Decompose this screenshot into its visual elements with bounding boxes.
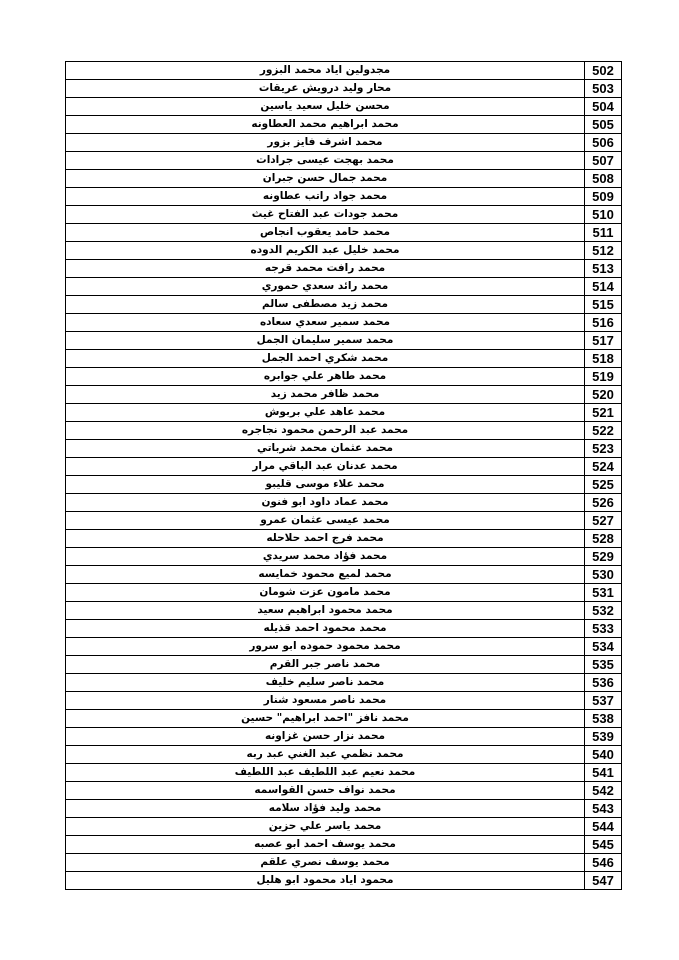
table-row [66, 440, 622, 458]
student-name-cell: محمد ابراهيم محمد العطاونه [66, 116, 585, 134]
table-row [66, 548, 622, 566]
names-table-container [65, 61, 621, 890]
serial-number-cell: 528 [585, 530, 622, 548]
table-row [66, 260, 622, 278]
serial-number-cell: 535 [585, 656, 622, 674]
serial-number-cell: 527 [585, 512, 622, 530]
table-row [66, 152, 622, 170]
student-name-cell: محسن خليل سعيد ياسين [66, 98, 585, 116]
student-name-cell: محمد فؤاد محمد سريدي [66, 548, 585, 566]
serial-number-cell: 503 [585, 80, 622, 98]
table-row [66, 872, 622, 890]
serial-number-cell: 536 [585, 674, 622, 692]
table-row [66, 80, 622, 98]
serial-number-cell: 519 [585, 368, 622, 386]
serial-number-cell: 542 [585, 782, 622, 800]
serial-number-cell: 515 [585, 296, 622, 314]
table-row [66, 512, 622, 530]
table-row [66, 314, 622, 332]
table-row [66, 566, 622, 584]
serial-number-cell: 544 [585, 818, 622, 836]
student-name-cell: محمد يوسف احمد ابو عصبه [66, 836, 585, 854]
table-row [66, 620, 622, 638]
table-row [66, 746, 622, 764]
table-row [66, 386, 622, 404]
table-row [66, 476, 622, 494]
student-name-cell: محمد ظافر محمد زيد [66, 386, 585, 404]
table-row [66, 836, 622, 854]
serial-number-cell: 502 [585, 62, 622, 80]
table-row [66, 782, 622, 800]
serial-number-cell: 510 [585, 206, 622, 224]
table-row [66, 854, 622, 872]
serial-number-cell: 539 [585, 728, 622, 746]
serial-number-cell: 533 [585, 620, 622, 638]
table-row [66, 710, 622, 728]
serial-number-cell: 514 [585, 278, 622, 296]
table-row [66, 800, 622, 818]
table-row [66, 584, 622, 602]
student-name-cell: محمد محمود احمد قذيله [66, 620, 585, 638]
student-name-cell: محمد يوسف نصري علقم [66, 854, 585, 872]
student-name-cell: محمد عيسى عثمان عمرو [66, 512, 585, 530]
table-row [66, 692, 622, 710]
table-row [66, 422, 622, 440]
serial-number-cell: 509 [585, 188, 622, 206]
names-table [65, 61, 622, 890]
student-name-cell: محمد حامد يعقوب انجاص [66, 224, 585, 242]
serial-number-cell: 534 [585, 638, 622, 656]
student-name-cell: محمد نافز "احمد ابراهيم" حسين [66, 710, 585, 728]
serial-number-cell: 538 [585, 710, 622, 728]
table-row [66, 170, 622, 188]
serial-number-cell: 543 [585, 800, 622, 818]
serial-number-cell: 513 [585, 260, 622, 278]
student-name-cell: محمد سمير سعدي سعاده [66, 314, 585, 332]
student-name-cell: محمد سمير سليمان الجمل [66, 332, 585, 350]
student-name-cell: محمد ناصر سليم خليف [66, 674, 585, 692]
table-row [66, 674, 622, 692]
student-name-cell: محمد لميع محمود خمايسه [66, 566, 585, 584]
serial-number-cell: 505 [585, 116, 622, 134]
table-row [66, 188, 622, 206]
student-name-cell: محمد جودات عبد الفتاح غيث [66, 206, 585, 224]
serial-number-cell: 523 [585, 440, 622, 458]
student-name-cell: محمد نزار حسن غزاونه [66, 728, 585, 746]
serial-number-cell: 546 [585, 854, 622, 872]
student-name-cell: محار وليد درويش عريقات [66, 80, 585, 98]
student-name-cell: محمد جمال حسن جبران [66, 170, 585, 188]
serial-number-cell: 530 [585, 566, 622, 584]
student-name-cell: محمد عدنان عبد الباقي مرار [66, 458, 585, 476]
student-name-cell: محمد جواد راتب عطاونه [66, 188, 585, 206]
table-row [66, 728, 622, 746]
serial-number-cell: 529 [585, 548, 622, 566]
student-name-cell: محمد عاهد علي بربوش [66, 404, 585, 422]
table-row [66, 332, 622, 350]
table-row [66, 638, 622, 656]
serial-number-cell: 521 [585, 404, 622, 422]
table-row [66, 350, 622, 368]
student-name-cell: محمد بهجت عيسى جرادات [66, 152, 585, 170]
student-name-cell: محمد ناصر مسعود شنار [66, 692, 585, 710]
table-row [66, 404, 622, 422]
student-name-cell: محمد ياسر علي حزين [66, 818, 585, 836]
student-name-cell: مجدولين اياد محمد البزور [66, 62, 585, 80]
table-row [66, 296, 622, 314]
table-row [66, 224, 622, 242]
table-row [66, 530, 622, 548]
student-name-cell: محمد ناصر جبر القرم [66, 656, 585, 674]
table-row [66, 62, 622, 80]
table-row [66, 602, 622, 620]
student-name-cell: محمد فرج احمد حلاحله [66, 530, 585, 548]
student-name-cell: محمود اياد محمود ابو هليل [66, 872, 585, 890]
serial-number-cell: 516 [585, 314, 622, 332]
serial-number-cell: 512 [585, 242, 622, 260]
student-name-cell: محمد عثمان محمد شرباتي [66, 440, 585, 458]
serial-number-cell: 545 [585, 836, 622, 854]
student-name-cell: محمد نظمي عبد الغني عبد ربه [66, 746, 585, 764]
serial-number-cell: 526 [585, 494, 622, 512]
table-row [66, 494, 622, 512]
table-row [66, 206, 622, 224]
serial-number-cell: 537 [585, 692, 622, 710]
student-name-cell: محمد خليل عبد الكريم الدوده [66, 242, 585, 260]
student-name-cell: محمد نواف حسن القواسمه [66, 782, 585, 800]
serial-number-cell: 524 [585, 458, 622, 476]
student-name-cell: محمد علاء موسى قليبو [66, 476, 585, 494]
serial-number-cell: 531 [585, 584, 622, 602]
student-name-cell: محمد محمود ابراهيم سعيد [66, 602, 585, 620]
table-row [66, 458, 622, 476]
table-row [66, 242, 622, 260]
serial-number-cell: 511 [585, 224, 622, 242]
student-name-cell: محمد وليد فؤاد سلامه [66, 800, 585, 818]
student-name-cell: محمد رائد سعدي حموري [66, 278, 585, 296]
student-name-cell: محمد عبد الرحمن محمود نجاجره [66, 422, 585, 440]
student-name-cell: محمد مامون عزت شومان [66, 584, 585, 602]
serial-number-cell: 506 [585, 134, 622, 152]
table-row [66, 818, 622, 836]
table-row [66, 764, 622, 782]
student-name-cell: محمد رافت محمد قرجه [66, 260, 585, 278]
serial-number-cell: 518 [585, 350, 622, 368]
student-name-cell: محمد نعيم عبد اللطيف عبد اللطيف [66, 764, 585, 782]
serial-number-cell: 525 [585, 476, 622, 494]
serial-number-cell: 547 [585, 872, 622, 890]
student-name-cell: محمد محمود حموده ابو سرور [66, 638, 585, 656]
serial-number-cell: 507 [585, 152, 622, 170]
table-row [66, 278, 622, 296]
table-row [66, 98, 622, 116]
serial-number-cell: 520 [585, 386, 622, 404]
student-name-cell: محمد اشرف فايز بزور [66, 134, 585, 152]
student-name-cell: محمد شكري احمد الجمل [66, 350, 585, 368]
serial-number-cell: 508 [585, 170, 622, 188]
table-row [66, 656, 622, 674]
names-table-body [66, 62, 622, 890]
serial-number-cell: 504 [585, 98, 622, 116]
serial-number-cell: 540 [585, 746, 622, 764]
student-name-cell: محمد طاهر علي جوابره [66, 368, 585, 386]
table-row [66, 116, 622, 134]
serial-number-cell: 532 [585, 602, 622, 620]
student-name-cell: محمد عماد داود ابو فنون [66, 494, 585, 512]
table-row [66, 368, 622, 386]
table-row [66, 134, 622, 152]
serial-number-cell: 517 [585, 332, 622, 350]
serial-number-cell: 522 [585, 422, 622, 440]
student-name-cell: محمد زيد مصطفى سالم [66, 296, 585, 314]
serial-number-cell: 541 [585, 764, 622, 782]
